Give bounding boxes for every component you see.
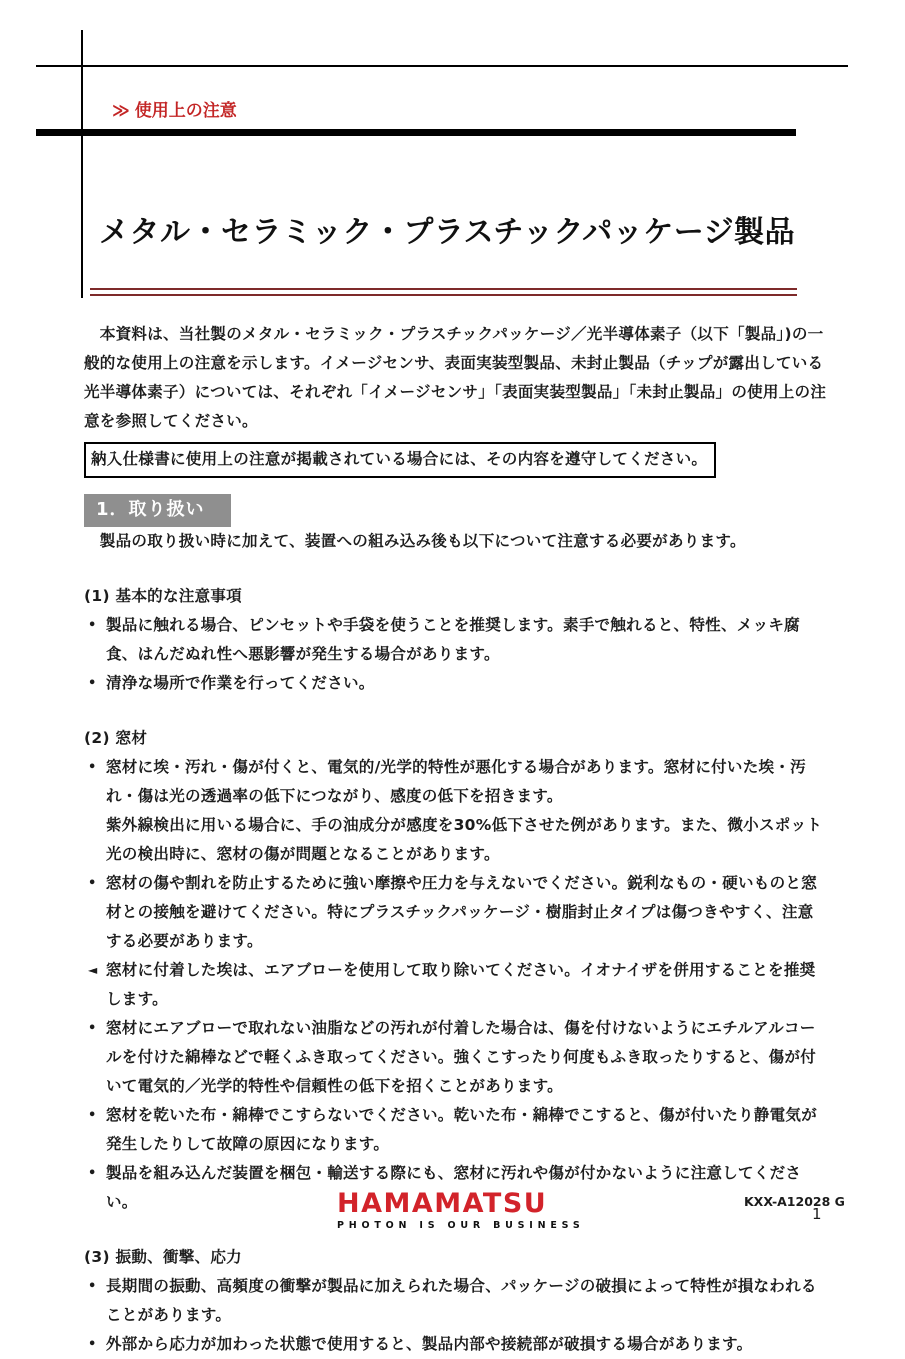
left-vertical-rule [81, 30, 83, 298]
document-number: KXX-A12028 G [744, 1194, 845, 1209]
list-item-text: 長期間の振動、高頻度の衝撃が製品に加えられた場合、パッケージの破損によって特性が損なわれることがあります。 [106, 1277, 817, 1324]
list-item [84, 611, 829, 669]
list-item-text: 外部から応力が加わった状態で使用すると、製品内部や接続部が破損する場合があります。 [106, 1335, 753, 1353]
list-item-text: 窓材の傷や割れを防止するために強い摩擦や圧力を与えないでください。鋭利なもの・硬いものと窓材との接触を避けてください。特にプラスチックパッケージ・樹脂封止タイプは傷つきやすく、注意する必要があります。 [106, 874, 818, 950]
list-item [84, 1101, 829, 1159]
list-item [84, 753, 829, 869]
bullet-icon: • [88, 760, 97, 775]
logo-wordmark: HAMAMATSU [337, 1188, 548, 1219]
bullet-icon: • [88, 1279, 97, 1294]
list-item-text: 窓材を乾いた布・綿棒でこすらないでください。乾いた布・綿棒でこすると、傷が付いたり静電気が発生したりして故障の原因になります。 [106, 1106, 818, 1153]
cursor-arrow-icon: ◄ [88, 963, 98, 977]
bullet-icon: • [88, 876, 97, 891]
section-1-heading: 1．取り扱い [84, 494, 231, 527]
bullet-icon: • [88, 676, 97, 691]
page-header [112, 96, 237, 121]
top-thin-rule [36, 65, 848, 67]
list-item-text: 製品に触れる場合、ピンセットや手袋を使うことを推奨します。素手で触れると、特性、メッキ腐食、はんだぬれ性へ悪影響が発生する場合があります。 [106, 616, 800, 663]
bullet-icon: • [88, 1166, 97, 1181]
subsection-1-heading: (1) 基本的な注意事項 [84, 587, 242, 605]
bullet-icon: • [88, 618, 97, 633]
list-item-text: 清浄な場所で作業を行ってください。 [106, 674, 375, 692]
section-1-lead: 製品の取り扱い時に加えて、装置への組み込み後も以下について注意する必要があります。 [84, 532, 746, 550]
list-item-text: 製品を組み込んだ装置を梱包・輸送する際にも、窓材に汚れや傷が付かないように注意してください。 [106, 1164, 802, 1211]
header-thick-bar [36, 129, 796, 136]
hamamatsu-logo [337, 1188, 585, 1231]
list-item [84, 1014, 829, 1101]
subsection-1 [84, 582, 829, 698]
bullet-icon: • [88, 1021, 97, 1036]
list-item [84, 1330, 829, 1359]
list-item [84, 1272, 829, 1330]
list-item [84, 869, 829, 956]
subsection-3-heading: (3) 振動、衝撃、応力 [84, 1248, 242, 1266]
subsection-3 [84, 1243, 829, 1359]
bullet-icon: • [88, 1108, 97, 1123]
list-item-text: 窓材に埃・汚れ・傷が付くと、電気的/光学的特性が悪化する場合があります。窓材に付いた埃・汚れ・傷は光の透過率の低下につながり、感度の低下を招きます。 [106, 758, 806, 805]
list-item-text: 窓材にエアブローで取れない油脂などの汚れが付着した場合は、傷を付けないようにエチルアルコールを付けた綿棒などで軽くふき取ってください。強くこすったり何度もふき取ったりすると、傷が付いて電気的／光学的特性や信頼性の低下を招くことがあります。 [106, 1019, 817, 1095]
page-title: メタル・セラミック・プラスチックパッケージ製品 [99, 215, 796, 250]
subsection-2-heading: (2) 窓材 [84, 729, 148, 747]
subsection-2 [84, 724, 829, 1217]
bullet-icon: • [88, 1337, 97, 1352]
list-item [84, 956, 829, 1014]
intro-paragraph: 本資料は、当社製のメタル・セラミック・プラスチックパッケージ／光半導体素子（以下「製品」)の一般的な使用上の注意を示します。イメージセンサ、表面実装型製品、未封止製品（チップが露出している光半導体素子）については、それぞれ「イメージセンサ」「表面実装型製品」「未封止製品」の使用上の注意を参照してください。 [84, 325, 827, 430]
double-chevron-icon: ≫ [112, 101, 128, 121]
header-label: 使用上の注意 [134, 101, 237, 121]
list-item-text: 窓材に付着した埃は、エアブローを使用して取り除いてください。イオナイザを併用することを推奨します。 [106, 961, 816, 1008]
list-item-text: 紫外線検出に用いる場合に、手の油成分が感度を30%低下させた例があります。また、微小スポット光の検出時に、窓材の傷が問題となることがあります。 [106, 816, 823, 863]
list-item [84, 669, 829, 698]
notice-wrap [84, 442, 829, 478]
logo-tagline: PHOTON IS OUR BUSINESS [337, 1220, 585, 1231]
title-double-rule [90, 288, 797, 296]
notice-box: 納入仕様書に使用上の注意が掲載されている場合には、その内容を遵守してください。 [84, 442, 716, 478]
page-number: 1 [812, 1205, 822, 1223]
